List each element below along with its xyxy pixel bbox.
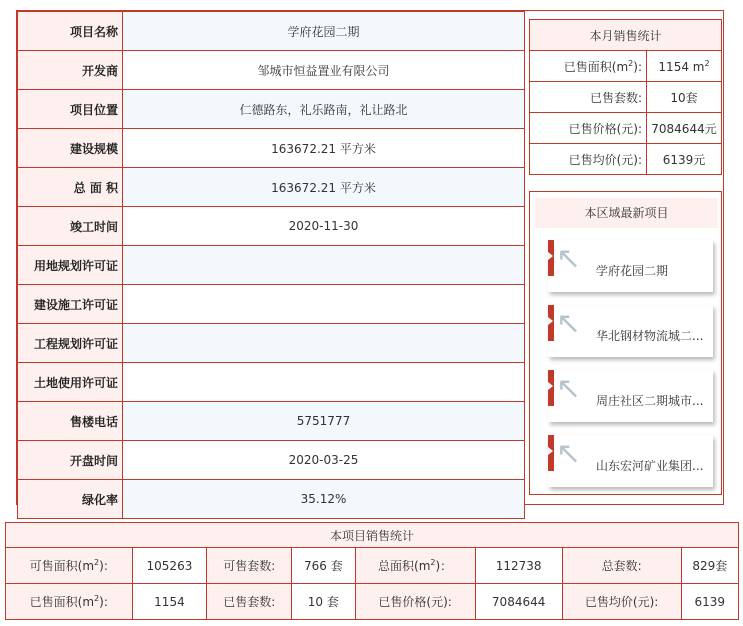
- monthly-label: 已售套数:: [530, 82, 647, 113]
- cursor-arrow-icon: ↖: [556, 436, 582, 471]
- project-sales-value: 1154: [132, 584, 207, 620]
- arrow-right-icon: [548, 382, 553, 390]
- info-row: [18, 324, 525, 363]
- info-row: [18, 207, 525, 246]
- info-label: 竣工时间: [18, 207, 123, 246]
- info-row: [18, 12, 525, 51]
- latest-project-link[interactable]: 学府花园二期: [596, 264, 669, 278]
- monthly-row: [530, 82, 722, 113]
- info-value: 163672.21 平方米: [123, 168, 525, 207]
- project-sales-value: 6139: [681, 584, 738, 620]
- info-row: [18, 51, 525, 90]
- project-sales-label: 可售面积$(m^2)$:: [6, 548, 133, 584]
- project-sales-value: 766 套: [292, 548, 355, 584]
- info-label: 项目位置: [18, 90, 123, 129]
- latest-project-item[interactable]: [548, 435, 713, 487]
- info-label: 项目名称: [18, 12, 123, 51]
- info-label: 总 面 积: [18, 168, 123, 207]
- monthly-row: [530, 144, 722, 175]
- info-value: [123, 246, 525, 285]
- monthly-sales-table: [529, 19, 722, 175]
- latest-project-link[interactable]: 周庄社区二期城市...: [596, 394, 704, 408]
- project-sales-label: 已售价格(元):: [355, 584, 475, 620]
- info-value: 35.12%: [123, 480, 525, 519]
- info-row: [18, 285, 525, 324]
- latest-project-item[interactable]: [548, 370, 713, 422]
- info-label: 绿化率: [18, 480, 123, 519]
- monthly-value: 1154 $m^2$: [647, 51, 722, 82]
- project-sales-value: 7084644: [475, 584, 562, 620]
- info-row: [18, 441, 525, 480]
- info-label: 建设施工许可证: [18, 285, 123, 324]
- arrow-right-icon: [548, 252, 553, 260]
- info-value: 163672.21 平方米: [123, 129, 525, 168]
- info-label: 工程规划许可证: [18, 324, 123, 363]
- monthly-row: [530, 51, 722, 82]
- monthly-label: 已售价格(元):: [530, 113, 647, 144]
- project-sales-label: 已售面积$(m^2)$:: [6, 584, 133, 620]
- arrow-right-icon: [548, 317, 553, 325]
- monthly-label: 已售面积$(m^2)$:: [530, 51, 647, 82]
- info-label: 用地规划许可证: [18, 246, 123, 285]
- project-sales-value: 112738: [475, 548, 562, 584]
- project-sales-label: 已售套数:: [207, 584, 292, 620]
- project-sales-row: [6, 584, 739, 620]
- info-row: [18, 402, 525, 441]
- info-label: 建设规模: [18, 129, 123, 168]
- info-value: 邹城市恒益置业有限公司: [123, 51, 525, 90]
- project-sales-row: [6, 548, 739, 584]
- latest-project-link[interactable]: 山东宏河矿业集团...: [596, 459, 704, 473]
- info-row: [18, 90, 525, 129]
- info-row: [18, 168, 525, 207]
- latest-project-item[interactable]: [548, 240, 713, 292]
- project-sales-label: 可售套数:: [207, 548, 292, 584]
- project-sales-label: 总套数:: [562, 548, 681, 584]
- info-value: 学府花园二期: [123, 12, 525, 51]
- info-value: 仁德路东，礼乐路南，礼让路北: [123, 90, 525, 129]
- project-sales-value: 829套: [681, 548, 738, 584]
- latest-projects-title: 本区域最新项目: [535, 198, 718, 228]
- latest-project-item[interactable]: [548, 305, 713, 357]
- cursor-arrow-icon: ↖: [556, 371, 582, 406]
- info-row: [18, 363, 525, 402]
- latest-project-link[interactable]: 华北钢材物流城二...: [596, 329, 704, 343]
- project-sales-label: 已售均价(元):: [562, 584, 681, 620]
- info-value: [123, 363, 525, 402]
- latest-projects-panel: [529, 191, 722, 495]
- monthly-value: 7084644元: [647, 113, 722, 144]
- project-sales-label: 总面积$(m^2)$：: [355, 548, 475, 584]
- monthly-row: [530, 113, 722, 144]
- monthly-sales-title: 本月销售统计: [530, 20, 722, 51]
- info-value: 5751777: [123, 402, 525, 441]
- project-sales-value: 105263: [132, 548, 207, 584]
- info-label: 开发商: [18, 51, 123, 90]
- info-value: 2020-03-25: [123, 441, 525, 480]
- monthly-value: 10套: [647, 82, 722, 113]
- info-label: 售楼电话: [18, 402, 123, 441]
- info-value: 2020-11-30: [123, 207, 525, 246]
- info-value: [123, 324, 525, 363]
- info-label: 开盘时间: [18, 441, 123, 480]
- project-info-table: [17, 11, 525, 519]
- project-sales-table: [5, 522, 739, 620]
- monthly-label: 已售均价(元):: [530, 144, 647, 175]
- info-row: [18, 480, 525, 519]
- project-sales-title: 本项目销售统计: [6, 523, 739, 548]
- cursor-arrow-icon: ↖: [556, 306, 582, 341]
- cursor-arrow-icon: ↖: [556, 241, 582, 276]
- arrow-right-icon: [548, 447, 553, 455]
- info-value: [123, 285, 525, 324]
- project-sales-value: 10 套: [292, 584, 355, 620]
- info-row: [18, 246, 525, 285]
- info-label: 土地使用许可证: [18, 363, 123, 402]
- monthly-value: 6139元: [647, 144, 722, 175]
- info-row: [18, 129, 525, 168]
